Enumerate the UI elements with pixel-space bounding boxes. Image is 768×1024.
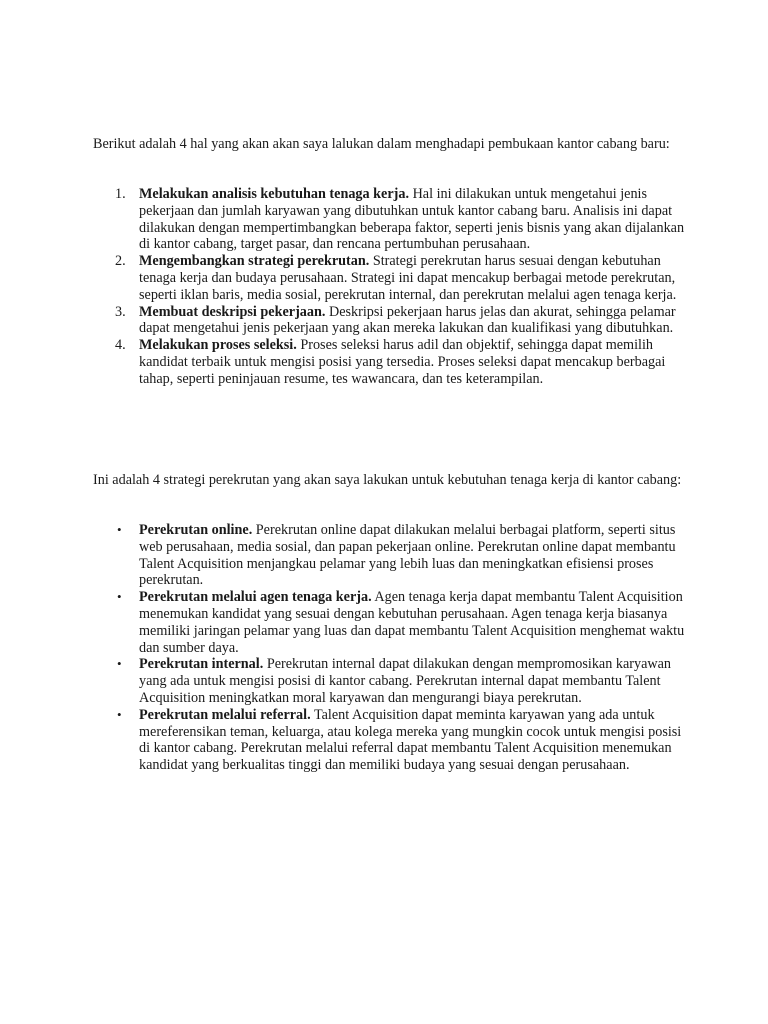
bullet-icon: • xyxy=(117,522,122,537)
item-term: Melakukan analisis kebutuhan tenaga kerja. xyxy=(139,186,410,202)
intro-paragraph-1: Berikut adalah 4 hal yang akan akan saya lalukan dalam menghadapi pembukaan kantor cabang baru: xyxy=(93,136,670,152)
bullet-icon: • xyxy=(117,589,122,605)
bullet-item-4 xyxy=(93,707,693,774)
numbered-list xyxy=(93,186,693,388)
list-item-3 xyxy=(93,304,693,338)
item-term: Perekrutan melalui agen tenaga kerja. xyxy=(139,589,372,606)
bullet-icon: • xyxy=(117,656,122,672)
item-text: Agen tenaga kerja dapat membantu Talent Acquisition menemukan kandidat yang sesuai dengan kebutuhan perusahaan. Agen tenaga kerja biasanya memiliki jaringan pelamar yang luas dan dapat membantu Talent Acquisition menghemat waktu dan sumber daya. xyxy=(139,589,685,656)
item-text: Deskripsi pekerjaan harus jelas dan akurat, sehingga pelamar dapat mengetahui jenis pekerjaan yang akan mereka lakukan dan kualifikasi yang dibutuhkan. xyxy=(139,303,676,337)
list-number: 4. xyxy=(115,337,126,354)
list-number: 3. xyxy=(115,303,126,320)
bullet-icon: • xyxy=(117,706,122,722)
item-term: Perekrutan online. xyxy=(139,522,253,538)
list-number: 2. xyxy=(115,253,126,270)
item-term: Perekrutan melalui referral. xyxy=(139,706,311,723)
bullet-item-1 xyxy=(93,522,693,589)
item-term: Melakukan proses seleksi. xyxy=(139,337,297,354)
list-item-4 xyxy=(93,337,693,387)
item-term: Mengembangkan strategi perekrutan. xyxy=(139,253,370,270)
item-text: Perekrutan online dapat dilakukan melalui berbagai platform, seperti situs web perusahaan, media sosial, dan papan pekerjaan online. Perekrutan online dapat membantu Talent Acquisition menjangkau pelamar yang lebih luas dan meningkatkan efisiensi proses perekrutan. xyxy=(139,522,676,589)
item-text: Perekrutan internal dapat dilakukan dengan mempromosikan karyawan yang ada untuk mengisi posisi di kantor cabang. Perekrutan internal dapat membantu Talent Acquisition meningkatkan moral karyawan dan mengurangi biaya perekrutan. xyxy=(139,656,672,706)
list-item-1 xyxy=(93,186,693,253)
item-text: Strategi perekrutan harus sesuai dengan kebutuhan tenaga kerja dan budaya perusahaan. Strategi ini dapat mencakup berbagai metode perekrutan, seperti iklan baris, media sosial, perekrutan internal, dan perekrutan melalui agen tenaga kerja. xyxy=(139,253,677,303)
item-text: Talent Acquisition dapat meminta karyawan yang ada untuk mereferensikan teman, keluarga, atau kolega mereka yang mungkin cocok untuk mengisi posisi di kantor cabang. Perekrutan melalui referral dapat membantu Talent Acquisition menemukan kandidat yang berkualitas tinggi dan memiliki budaya yang sesuai dengan perusahaan. xyxy=(139,706,682,774)
item-text: Proses seleksi harus adil dan objektif, sehingga dapat memilih kandidat terbaik untuk mengisi posisi yang tersedia. Proses seleksi dapat mencakup berbagai tahap, seperti peninjauan resume, tes wawancara, dan tes keterampilan. xyxy=(139,337,666,387)
list-item-2 xyxy=(93,253,693,303)
bullet-item-3 xyxy=(93,656,693,706)
item-term: Perekrutan internal. xyxy=(139,656,264,673)
intro-paragraph-2: Ini adalah 4 strategi perekrutan yang akan saya lakukan untuk kebutuhan tenaga kerja di kantor cabang: xyxy=(93,472,682,488)
item-term: Membuat deskripsi pekerjaan. xyxy=(139,303,326,320)
list-number: 1. xyxy=(115,186,126,202)
item-text: Hal ini dilakukan untuk mengetahui jenis pekerjaan dan jumlah karyawan yang dibutuhkan untuk kantor cabang baru. Analisis ini dapat dilakukan dengan mempertimbangkan beberapa faktor, seperti jenis bisnis yang akan dijalankan di kantor cabang, target pasar, dan rencana pertumbuhan perusahaan. xyxy=(139,186,685,253)
bullet-item-2 xyxy=(93,589,693,656)
bullet-list xyxy=(93,522,693,774)
